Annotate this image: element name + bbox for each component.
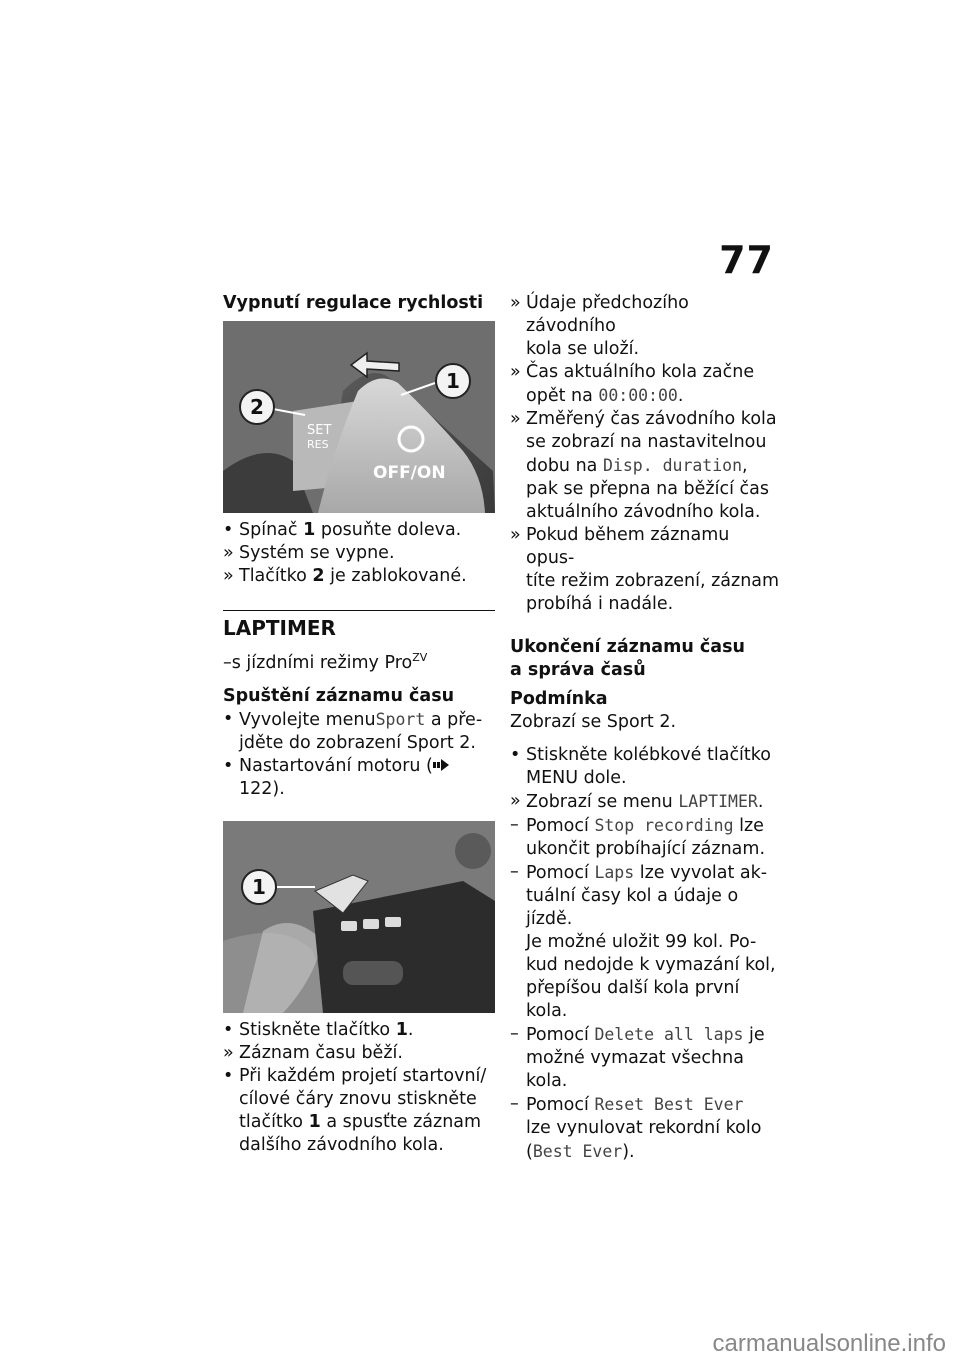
list-item: – Pomocí Stop recording lze ukončit probíhající záznam. — [510, 815, 766, 859]
result-marker: » — [223, 543, 234, 563]
list-item: » Údaje předchozího závodního kola se uloží. — [510, 293, 689, 359]
res-label: RES — [307, 438, 329, 451]
list-item: » Změřený čas závodního kola se zobrazí na nastavitelnou dobu na Disp. duration, pak se přepna na běžící čas aktuálního závodního kola. — [510, 409, 777, 522]
watermark-link[interactable]: carmanualsonline.info — [712, 1330, 946, 1357]
photo-laptimer-illustration — [223, 821, 495, 1013]
subsection-title-end: Ukončení záznamu času a správa časů — [510, 637, 745, 680]
section-title-cruise-off: Vypnutí regulace rychlosti — [223, 293, 484, 313]
photo1-label-2: 2 — [250, 395, 264, 419]
page-number: 77 — [719, 238, 774, 282]
bullet-marker: • — [223, 520, 234, 540]
result-marker: » — [223, 566, 234, 586]
subsection-title-start: Spuštění záznamu času — [223, 685, 455, 706]
list-item: » Čas aktuálního kola začne opět na 00:00:00. — [510, 362, 755, 406]
photo2-label-1: 1 — [252, 874, 266, 899]
photo-cruise-switch-illustration — [223, 321, 495, 513]
list-item: • Nastartování motoru ( 122). — [223, 755, 495, 801]
list-item: • Při každém projetí startovní/ cílové čáry znovu stiskněte tlačítko 1 a spusťte záznam dalšího závodního kola. — [223, 1065, 487, 1155]
photo1-label-1: 1 — [446, 369, 460, 393]
condition-title: Podmínka — [510, 689, 608, 709]
list-item: • Stiskněte kolébkové tlačítko MENU dole. — [510, 745, 771, 788]
list-item: » Tlačítko 2 je zablokované. — [223, 566, 467, 586]
offon-label: OFF/ON — [373, 463, 446, 483]
list-item: – Pomocí Laps lze vyvolat ak- tuální časy kol a údaje o jízdě. Je možné uložit 99 kol. Po- kud nedojde k vymazání kol, přepíšou další kola první kola. — [510, 862, 776, 1021]
list-item: » Záznam času běží. — [223, 1042, 403, 1063]
photo-laptimer-button — [223, 821, 495, 1013]
list-item: • Spínač 1 posuňte doleva. — [223, 520, 462, 540]
right-column — [510, 292, 782, 1164]
list-item: – Pomocí Reset Best Ever lze vynulovat rekordní kolo (Best Ever). — [510, 1094, 762, 1162]
list-item: • Vyvolejte menuSport a pře- jděte do zobrazení Sport 2. — [223, 708, 483, 753]
laptimer-subtitle: –s jízdními režimy Pro$^{ZV}$ — [223, 651, 428, 673]
list-item: » Pokud během záznamu opus- títe režim zobrazení, záznam probíhá i nadále. — [510, 525, 780, 614]
list-item: • Stiskněte tlačítko 1. — [223, 1019, 414, 1040]
left-column — [223, 292, 495, 1157]
list-item: – Pomocí Delete all laps je možné vymazat všechna kola. — [510, 1024, 765, 1091]
photo-cruise-switch — [223, 321, 495, 513]
set-label: SET — [307, 423, 332, 438]
list-item: » Systém se vypne. — [223, 543, 395, 563]
list-item: » Zobrazí se menu LAPTIMER. — [510, 791, 764, 812]
page-reference-arrow-icon — [433, 759, 449, 771]
condition-text: Zobrazí se Sport 2. — [510, 712, 677, 732]
section-title-laptimer: LAPTIMER — [223, 610, 495, 640]
